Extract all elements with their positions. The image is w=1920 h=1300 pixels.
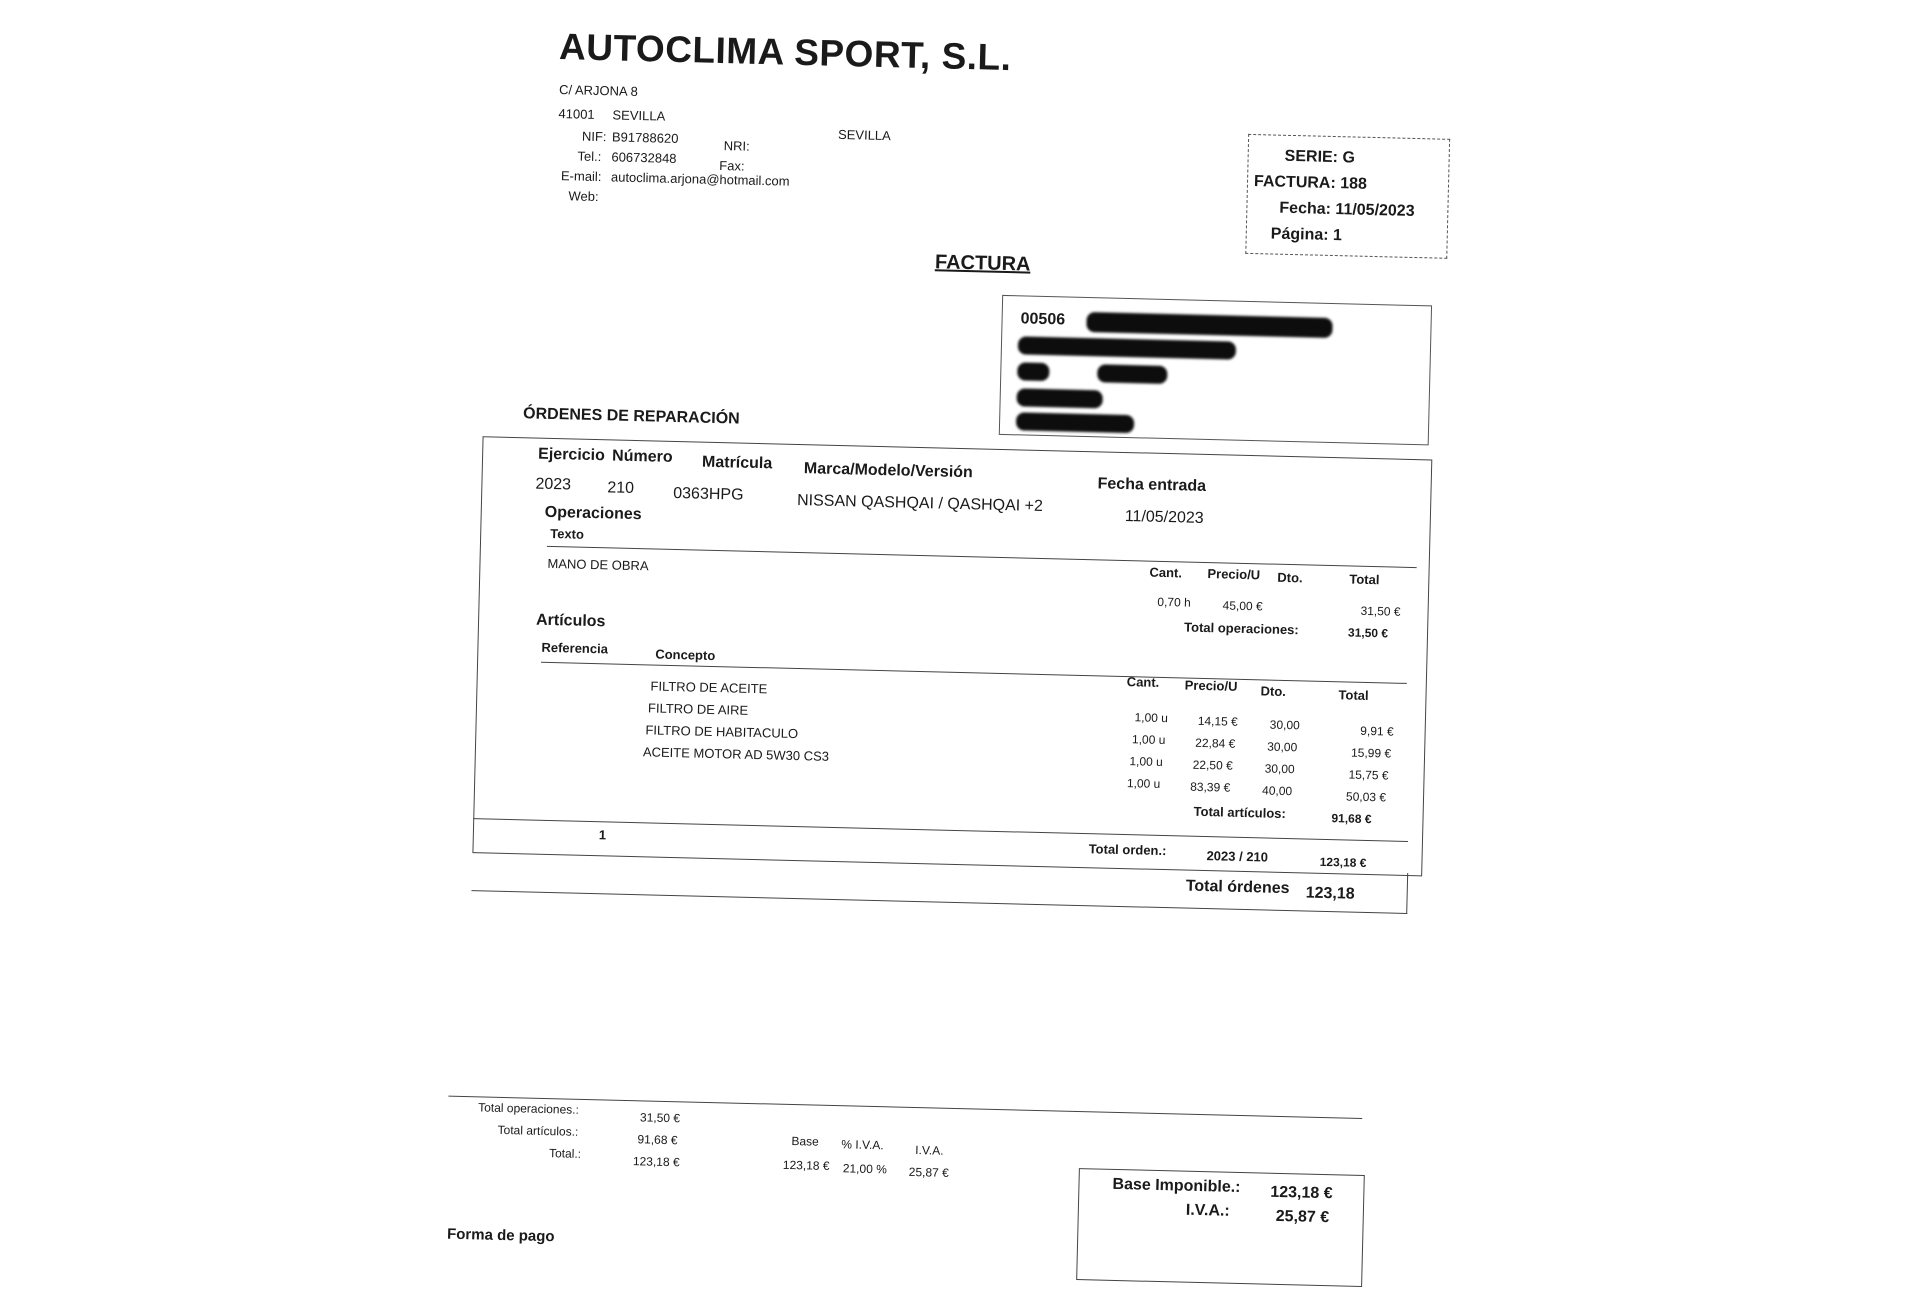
invoice-info-box (1245, 134, 1450, 259)
redaction-mark (1016, 388, 1102, 408)
summary-base-value: 123,18 € (782, 1157, 830, 1173)
iva-label: I.V.A.: (1185, 1201, 1230, 1220)
summary-total-label: Total.: (548, 1146, 582, 1161)
total-articulos-value: 91,68 € (1331, 811, 1372, 827)
articulo-dto: 30,00 (1269, 717, 1300, 733)
concepto-label: Concepto (655, 646, 716, 664)
header-numero: Número (611, 447, 673, 466)
articulos-title: Artículos (535, 611, 606, 631)
total-orden-value: 123,18 € (1319, 854, 1367, 870)
total-ordenes-value: 123,18 (1305, 884, 1355, 903)
art-col-total: Total (1338, 687, 1369, 704)
base-imponible-label: Base Imponible.: (1112, 1175, 1241, 1197)
operacion-texto: MANO DE OBRA (547, 555, 649, 574)
summary-base-label: Base (791, 1134, 819, 1149)
articulo-concepto: FILTRO DE AIRE (647, 700, 749, 718)
order-matricula: 0363HPG (673, 484, 744, 504)
total-ordenes-label: Total órdenes (1185, 877, 1290, 898)
company-address: C/ ARJONA 8 (558, 82, 638, 99)
header-marca: Marca/Modelo/Versión (803, 460, 973, 482)
header-ejercicio: Ejercicio (537, 445, 606, 465)
redaction-mark (1086, 312, 1332, 338)
fax-label: Fax: (719, 157, 745, 174)
articulo-total: 9,91 € (1360, 723, 1394, 739)
redaction-mark (1097, 364, 1167, 384)
factura-value: 188 (1340, 175, 1368, 193)
operacion-precio: 45,00 € (1222, 598, 1263, 614)
iva-total-value: 25,87 € (1275, 1207, 1330, 1227)
articulo-total: 15,99 € (1350, 745, 1392, 761)
total-articulos-label: Total artículos: (1193, 803, 1287, 822)
base-imponible-value: 123,18 € (1270, 1183, 1333, 1203)
footer-divider (448, 1096, 1362, 1119)
summary-pct-iva-value: 21,00 % (842, 1161, 888, 1177)
email-value: autoclima.arjona@hotmail.com (610, 169, 790, 189)
header-fecha-entrada: Fecha entrada (1097, 475, 1207, 495)
tel-value: 606732848 (611, 149, 677, 166)
factura-label: FACTURA: (1253, 173, 1336, 193)
fecha-value: 11/05/2023 (1335, 201, 1415, 220)
articulo-dto: 30,00 (1267, 739, 1298, 755)
texto-label: Texto (550, 525, 585, 542)
articulo-dto: 40,00 (1261, 783, 1293, 799)
articulo-precio: 22,50 € (1192, 757, 1233, 773)
nif-label: NIF: (581, 128, 607, 145)
art-col-cant: Cant. (1126, 674, 1160, 690)
articulo-cant: 1,00 u (1131, 732, 1166, 748)
pagina-value: 1 (1332, 226, 1343, 245)
order-count: 1 (598, 827, 607, 843)
articulo-cant: 1,00 u (1126, 776, 1161, 791)
fecha-row (1279, 200, 1415, 221)
articulo-precio: 14,15 € (1197, 713, 1239, 729)
redaction-mark (1016, 412, 1134, 433)
nif-value: B91788620 (611, 129, 679, 146)
articulo-total: 15,75 € (1348, 767, 1389, 783)
orders-section-title: ÓRDENES DE REPARACIÓN (522, 405, 740, 428)
summary-operaciones-value: 31,50 € (639, 1110, 681, 1126)
order-numero: 210 (607, 479, 635, 497)
operaciones-title: Operaciones (544, 503, 642, 524)
client-code: 00506 (1020, 310, 1066, 329)
articulo-precio: 83,39 € (1190, 779, 1231, 795)
articulo-cant: 1,00 u (1129, 754, 1164, 769)
tel-label: Tel.: (577, 148, 602, 165)
articulo-concepto: FILTRO DE HABITACULO (645, 722, 799, 742)
factura-row (1254, 173, 1367, 194)
total-orden-label: Total orden.: (1088, 841, 1167, 859)
articulo-concepto: FILTRO DE ACEITE (650, 678, 768, 697)
articulo-dto: 30,00 (1264, 761, 1295, 777)
total-operaciones-value: 31,50 € (1347, 625, 1389, 641)
summary-total-value: 123,18 € (632, 1154, 680, 1170)
header-matricula: Matrícula (701, 453, 773, 473)
op-col-total: Total (1349, 571, 1380, 588)
company-province: SEVILLA (837, 126, 892, 144)
articulo-cant: 1,00 u (1134, 710, 1169, 726)
web-label: Web: (568, 188, 599, 205)
redaction-mark (1018, 336, 1236, 359)
fecha-label: Fecha: (1279, 199, 1332, 218)
operacion-total: 31,50 € (1360, 603, 1401, 619)
articulo-total: 50,03 € (1345, 789, 1387, 805)
company-city: SEVILLA (612, 107, 666, 124)
summary-operaciones-label: Total operaciones.: (478, 1100, 580, 1117)
op-col-cant: Cant. (1149, 564, 1183, 581)
document-title: FACTURA (934, 251, 1031, 276)
forma-pago-label: Forma de pago (446, 1225, 555, 1246)
op-col-dto: Dto. (1277, 569, 1303, 586)
articulo-concepto: ACEITE MOTOR AD 5W30 CS3 (642, 744, 830, 764)
total-operaciones-label: Total operaciones: (1183, 619, 1299, 638)
summary-iva-value: 25,87 € (908, 1164, 949, 1180)
art-col-dto: Dto. (1260, 683, 1287, 699)
summary-pct-iva-label: % I.V.A. (841, 1137, 884, 1153)
pagina-label: Página: (1270, 225, 1329, 244)
serie-value: G (1342, 149, 1356, 167)
order-ejercicio: 2023 (535, 475, 572, 494)
company-postal-code: 41001 (558, 106, 595, 122)
articulo-precio: 22,84 € (1195, 735, 1236, 751)
summary-iva-col-label: I.V.A. (915, 1143, 944, 1158)
serie-label: SERIE: (1284, 147, 1339, 167)
pagina-row (1271, 225, 1343, 245)
referencia-label: Referencia (541, 639, 609, 657)
summary-articulos-value: 91,68 € (637, 1132, 678, 1148)
nri-label: NRI: (723, 138, 750, 154)
total-orden-ref: 2023 / 210 (1206, 848, 1269, 865)
redaction-mark (1017, 362, 1049, 381)
company-name: AUTOCLIMA SPORT, S.L. (558, 26, 1012, 79)
client-box (999, 295, 1432, 445)
order-marca: NISSAN QASHQAI / QASHQAI +2 (796, 491, 1044, 515)
serie-row (1284, 148, 1355, 168)
order-fecha-entrada: 11/05/2023 (1124, 507, 1204, 527)
operacion-cant: 0,70 h (1157, 594, 1191, 610)
summary-articulos-label: Total artículos.: (497, 1122, 579, 1139)
art-col-precio: Precio/U (1184, 677, 1238, 694)
email-label: E-mail: (560, 168, 602, 185)
op-col-precio: Precio/U (1207, 566, 1261, 583)
